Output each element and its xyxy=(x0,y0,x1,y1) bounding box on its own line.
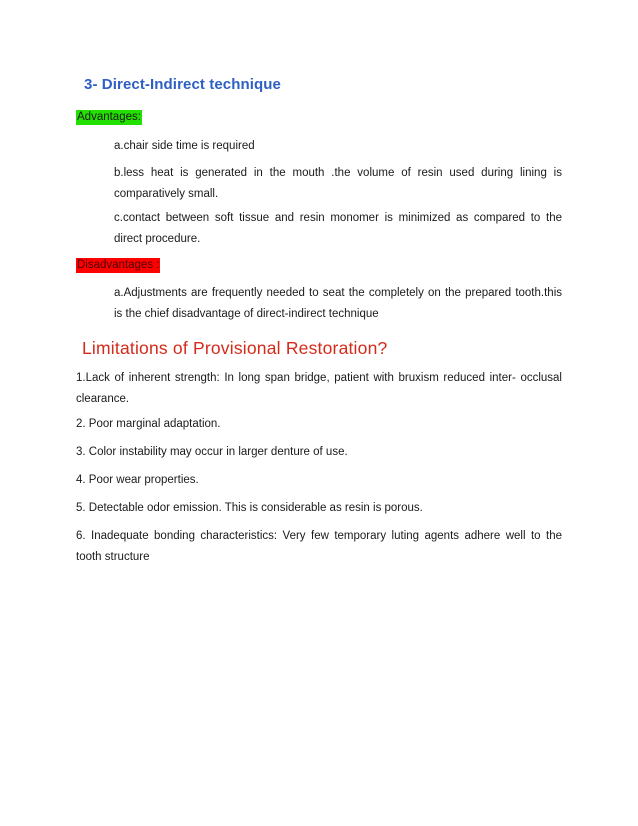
section-title: 3- Direct-Indirect technique xyxy=(84,76,282,93)
limitation-item-1: 1.Lack of inherent strength: In long span bridge, patient with bruxism reduced inter- occlusal clearance. xyxy=(76,372,562,405)
limitation-item-2: 2. Poor marginal adaptation. xyxy=(76,418,221,430)
limitation-item-6: 6. Inadequate bonding characteristics: Very few temporary luting agents adhere well to the tooth structure xyxy=(76,530,562,563)
disadvantages-label: Disadvantages : xyxy=(77,259,160,271)
limitations-title: Limitations of Provisional Restoration? xyxy=(82,338,388,358)
limitation-item-4: 4. Poor wear properties. xyxy=(76,474,199,486)
advantage-item-b: b.less heat is generated in the mouth .the volume of resin used during lining is comparatively small. xyxy=(114,167,562,200)
advantage-item-c: c.contact between soft tissue and resin monomer is minimized as compared to the direct procedure. xyxy=(114,212,562,245)
disadvantage-item-a: a.Adjustments are frequently needed to seat the completely on the prepared tooth.this is the chief disadvantage of direct-indirect technique xyxy=(114,287,562,320)
limitation-item-5: 5. Detectable odor emission. This is considerable as resin is porous. xyxy=(76,502,423,514)
advantage-item-a: a.chair side time is required xyxy=(114,140,255,152)
limitation-item-3: 3. Color instability may occur in larger denture of use. xyxy=(76,446,348,458)
advantages-label: Advantages: xyxy=(77,111,141,123)
